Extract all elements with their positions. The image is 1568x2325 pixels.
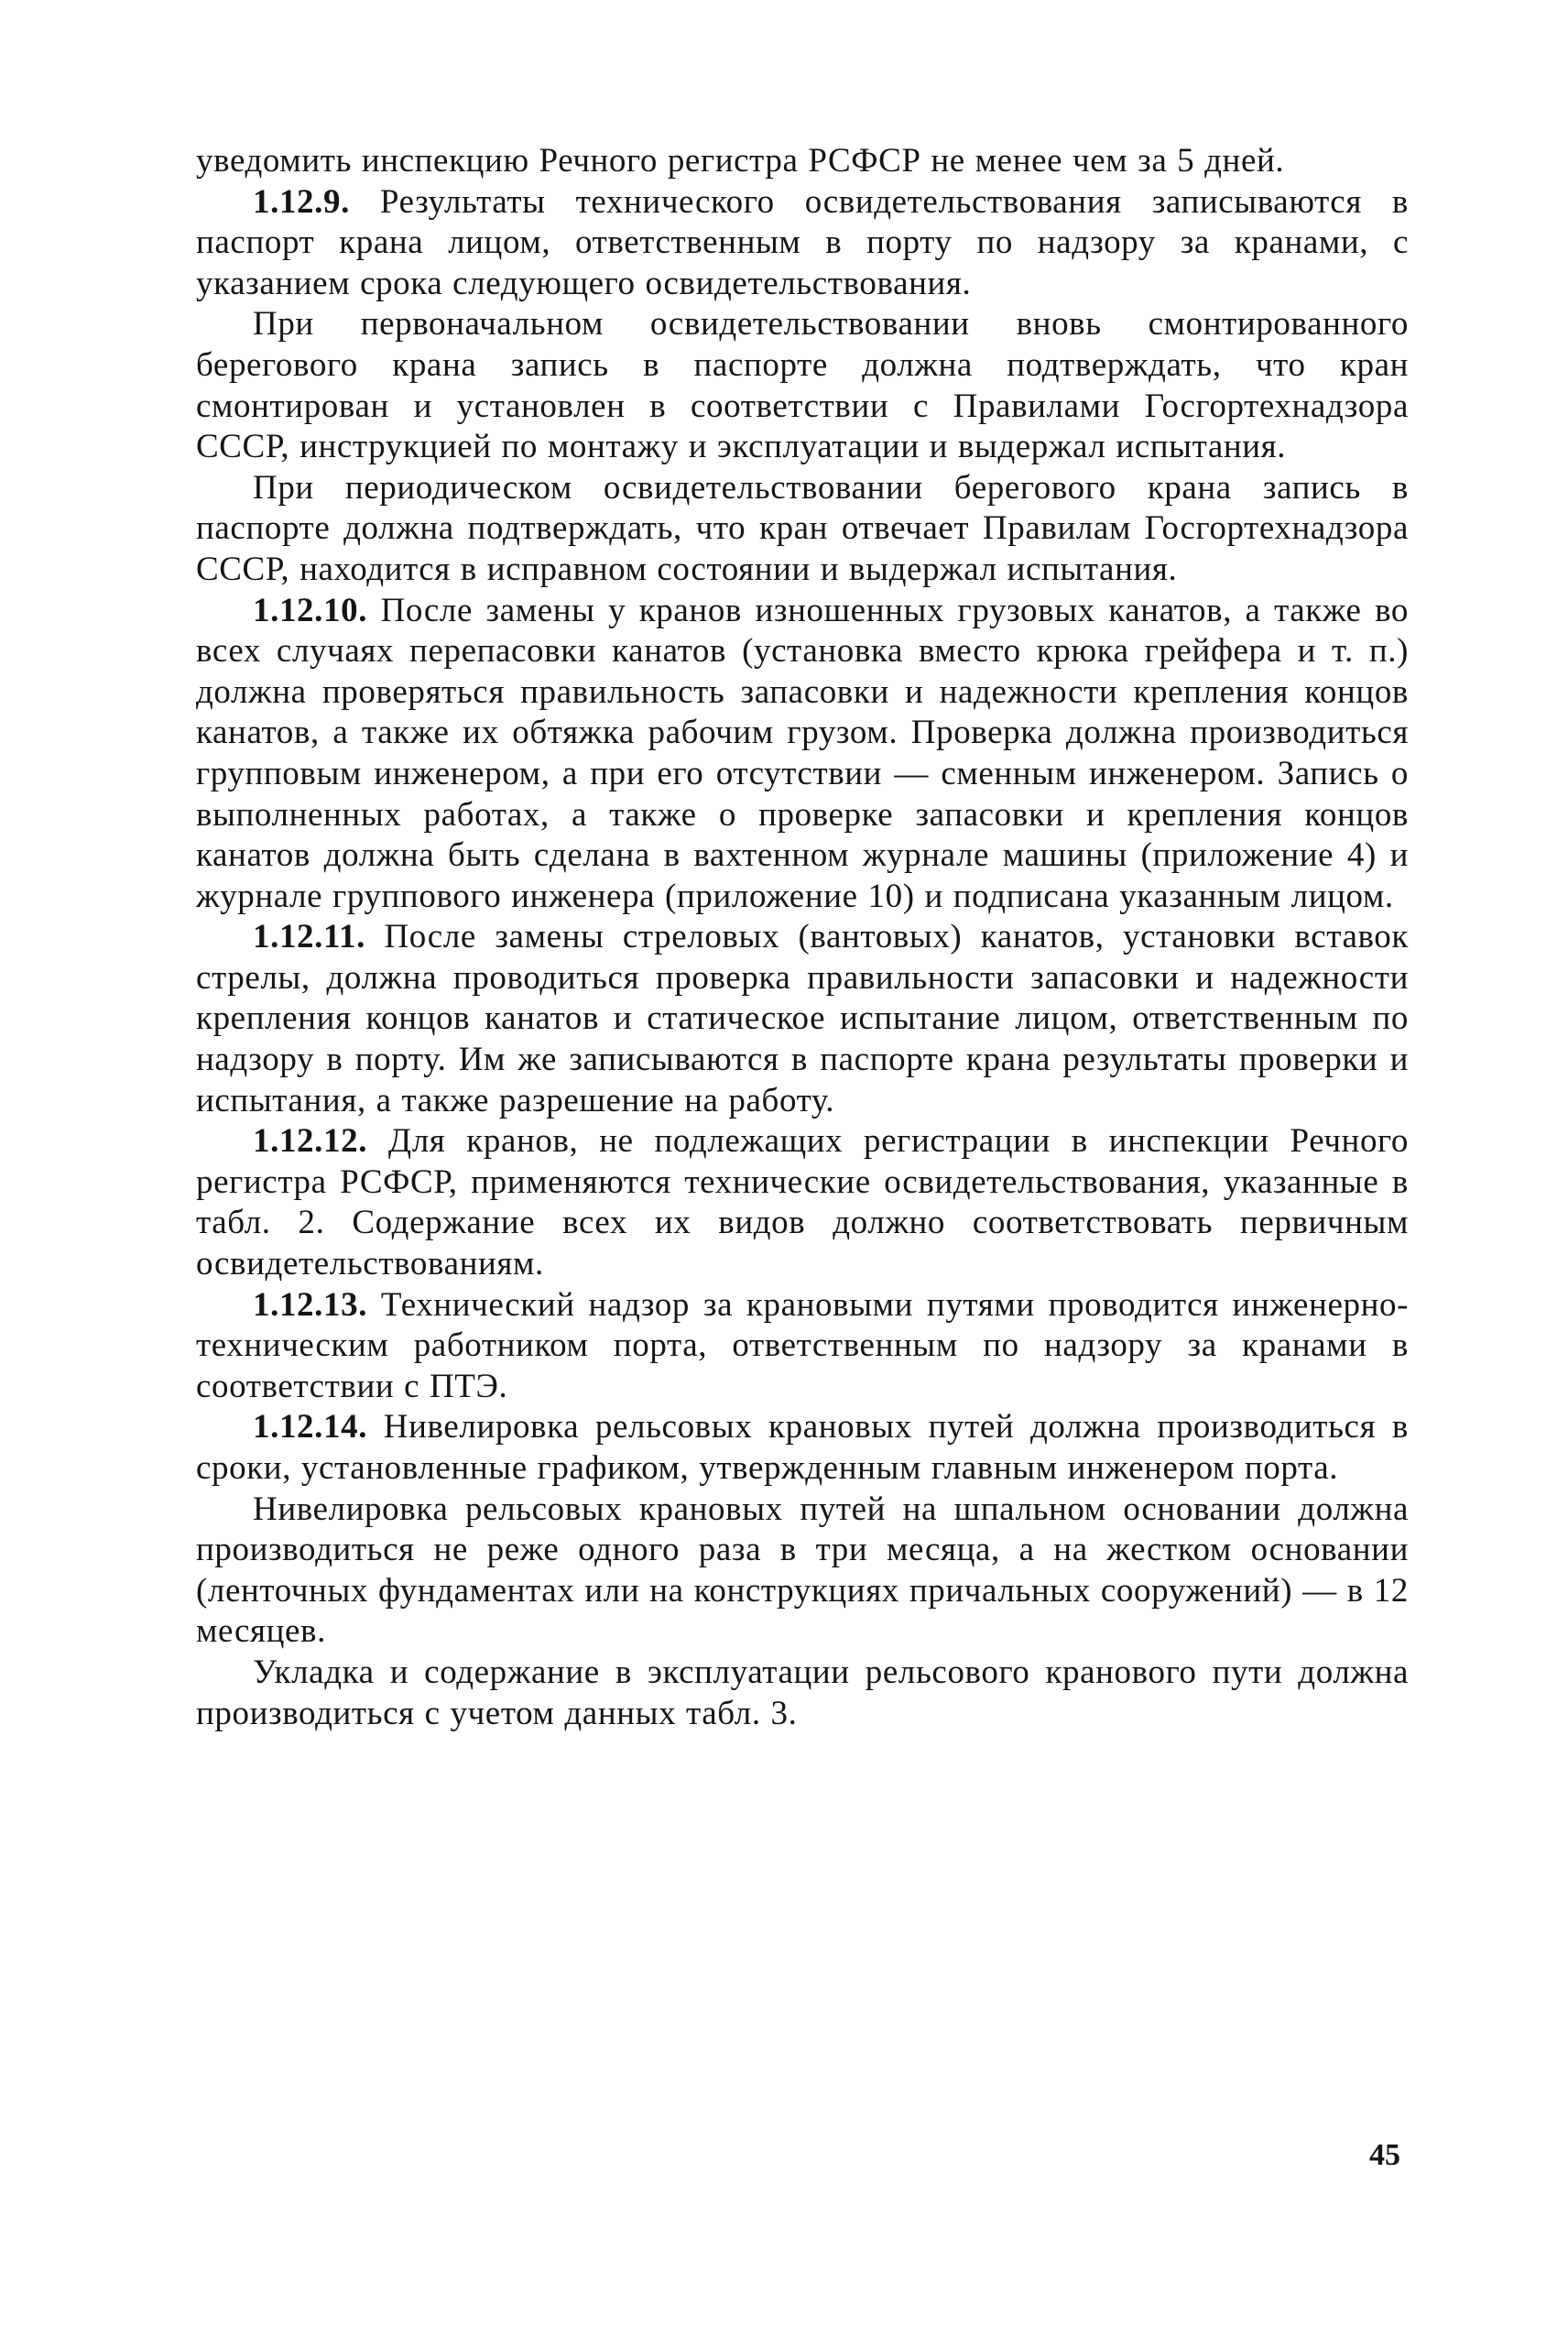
- paragraph-1-12-11: [196, 917, 1409, 1121]
- paragraph-text: уведомить инспекцию Речного регистра РСФСР не менее чем за 5 дней.: [196, 142, 1285, 180]
- paragraph-number: 1.12.14.: [253, 1408, 368, 1446]
- paragraph-text: При первоначальном освидетельствовании вновь смонтированного берегового крана запись в паспорте должна подтверждать, что кран смонтирован и установлен в соответствии с Правилами Госгортехнадзора СССР, инструкцией по монтажу и эксплуатации и выдержал испытания.: [196, 305, 1409, 466]
- paragraph-leveling-intervals: [196, 1490, 1409, 1653]
- paragraph-text: Нивелировка рельсовых крановых путей на шпальном основании должна производиться не реже одного раза в три месяца, а на жестком основании (ленточных фундаментах или на конструкциях причальных сооружений) — в 12 месяцев.: [196, 1490, 1409, 1651]
- paragraph-number: 1.12.13.: [253, 1285, 368, 1324]
- paragraph-1-12-10: [196, 591, 1409, 918]
- text-column: [196, 141, 1409, 1734]
- paragraph-number: 1.12.9.: [253, 182, 350, 221]
- paragraph-1-12-12: [196, 1121, 1409, 1284]
- paragraph-text: Результаты технического освидетельствования записываются в паспорт крана лицом, ответственным в порту по надзору за кранами, с указанием срока следующего освидетельствования.: [196, 182, 1409, 302]
- paragraph-number: 1.12.12.: [253, 1122, 368, 1161]
- paragraph-text: Технический надзор за крановыми путями проводится инженерно-техническим работником порта, ответственным по надзору за кранами в соответствии с ПТЭ.: [196, 1285, 1409, 1405]
- paragraph-1-12-9: [196, 182, 1409, 305]
- paragraph-text: Нивелировка рельсовых крановых путей должна производиться в сроки, установленные графиком, утвержденным главным инженером порта.: [196, 1408, 1409, 1487]
- paragraph-track-laying: [196, 1653, 1409, 1734]
- paragraph-text: Укладка и содержание в эксплуатации рельсового кранового пути должна производиться с учетом данных табл. 3.: [196, 1653, 1409, 1732]
- paragraph-1-12-13: [196, 1285, 1409, 1408]
- paragraph-text: После замены у кранов изношенных грузовых канатов, а также во всех случаях перепасовки канатов (установка вместо крюка грейфера и т. п.) должна проверяться правильность запасовки и надежности крепления концов канатов, а также их обтяжка рабочим грузом. Проверка должна производиться групповым инженером, а при его отсутствии — сменным инженером. Запись о выполненных работах, а также о проверке запасовки и крепления концов канатов должна быть сделана в вахтенном журнале машины (приложение 4) и журнале группового инженера (приложение 10) и подписана указанным лицом.: [196, 591, 1409, 915]
- paragraph-initial-survey: [196, 304, 1409, 467]
- paragraph-number: 1.12.10.: [253, 591, 368, 629]
- paragraph-periodic-survey: [196, 468, 1409, 591]
- paragraph-continuation: [196, 141, 1409, 182]
- paragraph-text: При периодическом освидетельствовании берегового крана запись в паспорте должна подтверждать, что кран отвечает Правилам Госгортехнадзора СССР, находится в исправном состоянии и выдержал испытания.: [196, 468, 1409, 588]
- paragraph-text: После замены стреловых (вантовых) канатов, установки вставок стрелы, должна проводиться проверка правильности запасовки и надежности крепления концов канатов и статическое испытание лицом, ответственным по надзору в порту. Им же записываются в паспорте крана результаты проверки и испытания, а также разрешение на работу.: [196, 918, 1409, 1119]
- page-number: 45: [1369, 2138, 1400, 2172]
- paragraph-text: Для кранов, не подлежащих регистрации в инспекции Речного регистра РСФСР, применяются технические освидетельствования, указанные в табл. 2. Содержание всех их видов должно соответствовать первичным освидетельствованиям.: [196, 1122, 1409, 1283]
- paragraph-number: 1.12.11.: [253, 918, 366, 956]
- paragraph-1-12-14: [196, 1407, 1409, 1489]
